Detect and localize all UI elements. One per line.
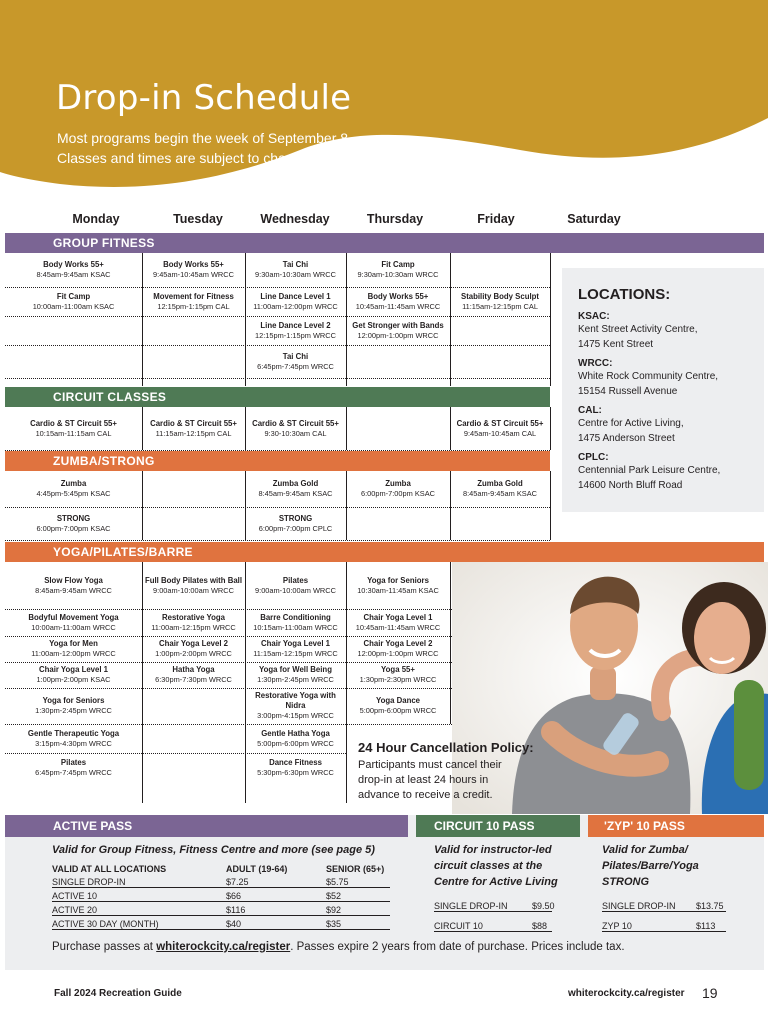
class-name: Gentle Hatha Yoga <box>261 728 330 738</box>
location-line: 1475 Anderson Street <box>578 433 675 444</box>
description-line: Valid for Zumba/ <box>602 844 688 856</box>
class-name: Zumba <box>60 479 87 488</box>
class-cell <box>245 471 346 507</box>
table-cell: $5.75 <box>326 877 349 887</box>
location-line: Centre for Active Living, <box>578 418 684 429</box>
table-cell: ACTIVE 30 DAY (MONTH) <box>52 919 159 929</box>
class-time: 12:00pm-1:00pm WRCC <box>357 649 439 658</box>
circuit-pass-header: CIRCUIT 10 PASS <box>416 815 580 837</box>
location-cal <box>578 405 750 446</box>
class-cell <box>142 753 245 782</box>
class-name: Line Dance Level 1 <box>260 291 331 301</box>
table-cell: $7.25 <box>226 877 249 887</box>
class-name: Fit Camp <box>381 260 415 269</box>
column-divider <box>550 253 551 386</box>
table-row <box>52 902 390 916</box>
class-cell <box>346 316 450 345</box>
class-cell <box>5 724 142 753</box>
class-name: Chair Yoga Level 1 <box>363 612 433 622</box>
class-cell <box>5 662 142 688</box>
class-time: 3:15pm-4:30pm WRCC <box>35 738 112 748</box>
class-time: 1:00pm-2:00pm KSAC <box>36 675 111 684</box>
class-cell <box>346 636 450 662</box>
table-cell: $113 <box>696 921 716 931</box>
class-name: Barre Conditioning <box>260 612 331 622</box>
class-time: 11:15am-12:15pm WRCC <box>253 649 338 658</box>
class-name: Fit Camp <box>56 291 91 301</box>
table-header-cell: VALID AT ALL LOCATIONS <box>52 864 167 874</box>
cancellation-heading: 24 Hour Cancellation Policy: <box>358 740 534 755</box>
table-cell: ACTIVE 10 <box>52 891 98 901</box>
class-time: 6:00pm-7:00pm CPLC <box>258 523 333 533</box>
class-time: 6:00pm-7:00pm KSAC <box>36 523 111 533</box>
section-yoga-pilates-barre: YOGA/PILATES/BARRE <box>5 542 764 562</box>
description-line: Pilates/Barre/Yoga <box>602 860 699 872</box>
location-code: CPLC: <box>578 452 609 463</box>
class-cell <box>245 724 346 753</box>
class-name: Dance Fitness <box>269 757 322 767</box>
zyp-pass-table <box>602 898 726 932</box>
class-cell <box>5 253 142 287</box>
column-divider <box>245 471 246 540</box>
class-cell <box>450 287 550 316</box>
column-divider <box>346 471 347 540</box>
class-time: 6:45pm-7:45pm WRCC <box>257 361 334 371</box>
table-row <box>52 874 390 888</box>
description-line: Valid for instructor-led <box>434 844 552 856</box>
column-divider <box>346 562 347 803</box>
class-time: 5:00pm-6:00pm WRCC <box>257 738 334 748</box>
column-divider <box>550 471 551 540</box>
footer-guide-title: Fall 2024 Recreation Guide <box>54 988 182 999</box>
table-cell: SINGLE DROP-IN <box>434 901 508 911</box>
table-cell: SINGLE DROP-IN <box>52 877 126 887</box>
class-time: 10:00am-11:00am KSAC <box>32 301 115 311</box>
day-monday: Monday <box>72 212 120 226</box>
class-cell <box>245 562 346 609</box>
class-time: 11:00am-12:00pm WRCC <box>31 649 116 658</box>
class-cell <box>5 287 142 316</box>
class-time: 12:15pm-1:15pm WRCC <box>255 330 336 340</box>
class-cell <box>245 253 346 287</box>
class-cell <box>5 471 142 507</box>
class-cell <box>450 253 550 287</box>
location-line: 1475 Kent Street <box>578 339 654 350</box>
class-name: Line Dance Level 2 <box>260 320 331 330</box>
description-line: circuit classes at the <box>434 860 543 872</box>
class-name: Cardio & ST Circuit 55+ <box>456 418 544 428</box>
class-cell <box>346 471 450 507</box>
row-divider <box>5 450 550 451</box>
locations-box <box>562 268 764 512</box>
table-cell: $88 <box>532 921 548 931</box>
class-time: 11:15am-12:15pm CAL <box>155 428 232 438</box>
class-name: Cardio & ST Circuit 55+ <box>30 418 117 428</box>
circuit-pass-table <box>434 898 555 932</box>
class-cell <box>142 471 245 507</box>
table-header-cell: SENIOR (65+) <box>326 864 385 874</box>
class-time: 6:00pm-7:00pm KSAC <box>361 489 435 498</box>
table-cell: $52 <box>326 891 342 901</box>
column-divider <box>450 471 451 540</box>
class-time: 8:45am-9:45am KSAC <box>463 489 537 498</box>
subtitle-line: Most programs begin the week of September 8. <box>57 130 352 146</box>
class-time: 8:45am-9:45am KSAC <box>36 270 111 279</box>
class-time: 5:30pm-6:30pm WRCC <box>257 767 334 777</box>
subtitle-line: Classes and times are subject to change. <box>57 150 314 166</box>
class-cell <box>245 345 346 378</box>
table-cell: ZYP 10 <box>602 921 632 931</box>
class-time: 4:45pm-5:45pm KSAC <box>36 489 111 498</box>
class-cell <box>5 753 142 782</box>
section-zumba-strong: ZUMBA/STRONG <box>5 451 550 471</box>
location-code: KSAC: <box>578 311 610 322</box>
table-cell: $66 <box>226 891 242 901</box>
table-cell: $35 <box>326 919 342 929</box>
class-cell <box>346 662 450 688</box>
class-cell <box>5 507 142 540</box>
class-cell <box>450 471 550 507</box>
location-cplc <box>578 452 750 493</box>
column-divider <box>142 407 143 450</box>
class-cell <box>245 636 346 662</box>
day-thursday: Thursday <box>366 212 424 226</box>
class-cell <box>346 253 450 287</box>
class-name: Hatha Yoga <box>172 665 215 674</box>
column-divider <box>142 471 143 540</box>
cancellation-text: advance to receive a credit. <box>358 789 493 801</box>
column-divider <box>550 407 551 450</box>
row-divider <box>5 378 550 379</box>
class-time: 9:30am-10:30am WRCC <box>357 270 439 279</box>
table-cell: $116 <box>226 905 246 915</box>
class-name: Stability Body Sculpt <box>461 291 539 301</box>
register-link[interactable]: whiterockcity.ca/register <box>156 941 291 953</box>
class-cell <box>245 287 346 316</box>
location-wrcc <box>578 358 750 399</box>
class-time: 8:45am-9:45am WRCC <box>35 585 112 595</box>
class-cell <box>142 316 245 345</box>
class-cell <box>450 316 550 345</box>
class-name: Yoga Dance <box>375 696 421 705</box>
class-time: 1:30pm-2:45pm WRCC <box>35 706 112 715</box>
class-cell <box>346 609 450 636</box>
class-time: 10:30am-11:45am KSAC <box>357 585 439 595</box>
purchase-note <box>52 941 625 953</box>
table-row <box>434 918 552 932</box>
table-cell: $92 <box>326 905 342 915</box>
class-cell <box>5 407 142 450</box>
location-line: 14600 North Bluff Road <box>578 480 683 491</box>
table-cell: $9.50 <box>532 901 555 911</box>
class-cell <box>142 636 245 662</box>
purchase-text: Purchase passes at <box>52 941 157 953</box>
class-name: Zumba Gold <box>477 479 523 488</box>
column-divider <box>450 253 451 386</box>
class-name: STRONG <box>278 513 313 523</box>
class-cell <box>245 407 346 450</box>
class-name: Chair Yoga Level 2 <box>158 639 229 648</box>
class-name: Body Works 55+ <box>163 260 224 269</box>
class-name: Get Stronger with Bands <box>352 320 444 330</box>
class-time: 5:00pm-6:00pm WRCC <box>359 706 437 715</box>
class-name: Pilates <box>282 575 309 585</box>
class-time: 12:15pm-1:15pm CAL <box>157 301 230 311</box>
class-time: 10:00am-11:00am WRCC <box>31 622 116 632</box>
row-divider <box>5 540 550 541</box>
class-cell <box>5 316 142 345</box>
table-cell: CIRCUIT 10 <box>434 921 483 931</box>
zyp-pass-header: 'ZYP' 10 PASS <box>588 815 764 837</box>
section-group-fitness: GROUP FITNESS <box>5 233 764 253</box>
class-cell <box>5 609 142 636</box>
class-name: Gentle Therapeutic Yoga <box>27 728 120 738</box>
class-time: 3:00pm-4:15pm WRCC <box>257 711 334 720</box>
purchase-text: . Passes expire 2 years from date of purchase. Prices include tax. <box>290 941 625 953</box>
active-pass-table-header <box>52 860 390 874</box>
class-name: Yoga for Seniors <box>367 575 429 585</box>
class-name: Pilates <box>60 757 87 767</box>
class-name: Yoga for Seniors <box>42 696 105 705</box>
class-cell <box>5 562 142 609</box>
class-name: Yoga for Men <box>49 639 98 648</box>
class-name: Restorative Yoga with Nidra <box>255 691 336 710</box>
class-name: Cardio & ST Circuit 55+ <box>150 418 237 428</box>
class-cell <box>142 562 245 609</box>
class-cell <box>346 345 450 378</box>
class-time: 9:30-10:30am CAL <box>264 428 327 438</box>
table-cell: SINGLE DROP-IN <box>602 901 676 911</box>
class-cell <box>346 407 450 450</box>
footer-url[interactable]: whiterockcity.ca/register <box>568 988 685 999</box>
class-name: Slow Flow Yoga <box>44 575 103 585</box>
class-cell <box>142 662 245 688</box>
table-row <box>602 898 726 912</box>
table-row <box>602 918 726 932</box>
class-cell <box>245 507 346 540</box>
class-name: Zumba <box>385 479 411 488</box>
class-name: Chair Yoga Level 1 <box>260 639 331 648</box>
class-time: 6:45pm-7:45pm WRCC <box>35 767 112 777</box>
class-cell <box>142 688 245 724</box>
location-line: Kent Street Activity Centre, <box>578 324 698 335</box>
class-name: Yoga for Well Being <box>259 665 332 674</box>
class-cell <box>245 609 346 636</box>
class-cell <box>346 688 450 724</box>
class-cell <box>245 688 346 724</box>
location-code: CAL: <box>578 405 602 416</box>
day-tuesday: Tuesday <box>173 212 223 226</box>
table-cell: $13.75 <box>696 901 724 911</box>
cancellation-policy <box>358 740 558 803</box>
class-time: 12:00pm-1:00pm WRCC <box>357 330 439 340</box>
class-time: 8:45am-9:45am KSAC <box>258 489 333 498</box>
class-time: 10:45am-11:45am WRCC <box>355 622 441 632</box>
column-divider <box>450 407 451 450</box>
table-row <box>434 898 555 912</box>
column-divider <box>346 407 347 450</box>
description-line: Centre for Active Living <box>434 876 558 888</box>
class-time: 11:00am-12:15pm WRCC <box>151 622 236 632</box>
class-cell <box>142 507 245 540</box>
class-time: 1:00pm-2:00pm WRCC <box>155 649 232 658</box>
class-cell <box>245 662 346 688</box>
class-time: 10:15am-11:00am WRCC <box>253 622 338 632</box>
class-name: Tai Chi <box>282 260 309 269</box>
column-divider <box>245 253 246 386</box>
class-name: Movement for Fitness <box>153 291 234 301</box>
description-line: STRONG <box>602 876 650 888</box>
location-line: Centennial Park Leisure Centre, <box>578 465 721 476</box>
class-time: 9:00am-10:00am WRCC <box>153 585 234 595</box>
class-cell <box>346 507 450 540</box>
column-divider <box>450 562 451 724</box>
column-divider <box>245 562 246 803</box>
class-cell <box>245 316 346 345</box>
class-time: 9:45am-10:45am CAL <box>463 428 537 438</box>
class-time: 10:45am-11:45am WRCC <box>355 301 441 311</box>
day-wednesday: Wednesday <box>260 212 330 226</box>
section-circuit-classes: CIRCUIT CLASSES <box>5 387 550 407</box>
header-banner <box>0 0 768 200</box>
class-name: Cardio & ST Circuit 55+ <box>252 418 339 428</box>
class-cell <box>142 287 245 316</box>
location-line: 15154 Russell Avenue <box>578 386 678 397</box>
class-cell <box>142 253 245 287</box>
active-pass-header: ACTIVE PASS <box>5 815 408 837</box>
class-name: Zumba Gold <box>272 479 319 488</box>
class-cell <box>142 407 245 450</box>
location-line: White Rock Community Centre, <box>578 371 719 382</box>
class-cell <box>142 609 245 636</box>
class-cell <box>450 507 550 540</box>
table-cell: ACTIVE 20 <box>52 905 98 915</box>
class-name: Body Works 55+ <box>43 260 104 269</box>
class-time: 11:15am-12:15pm CAL <box>462 301 538 311</box>
class-cell <box>5 345 142 378</box>
class-cell <box>142 724 245 753</box>
class-time: 1:30pm-2:45pm WRCC <box>257 675 334 684</box>
class-name: Yoga 55+ <box>381 665 415 674</box>
class-cell <box>5 688 142 724</box>
active-pass-description: Valid for Group Fitness, Fitness Centre and more (see page 5) <box>52 844 375 856</box>
column-divider <box>142 253 143 386</box>
page-number: 19 <box>702 985 718 1001</box>
class-cell <box>346 287 450 316</box>
class-cell <box>450 407 550 450</box>
table-row <box>52 916 390 930</box>
class-cell <box>142 345 245 378</box>
class-cell <box>5 636 142 662</box>
class-name: Restorative Yoga <box>162 612 225 622</box>
table-row <box>52 888 390 902</box>
locations-title: LOCATIONS: <box>578 286 671 303</box>
location-code: WRCC: <box>578 358 613 369</box>
cancellation-text: Participants must cancel their <box>358 759 502 771</box>
class-name: Tai Chi <box>282 351 309 361</box>
cancellation-text: drop-in at least 24 hours in <box>358 774 489 786</box>
page-title: Drop-in Schedule <box>56 78 352 118</box>
class-time: 9:00am-10:00am WRCC <box>255 585 336 595</box>
class-cell <box>450 345 550 378</box>
table-cell: $40 <box>226 919 242 929</box>
class-name: Full Body Pilates with Ball <box>144 575 243 585</box>
class-name: STRONG <box>56 513 91 523</box>
class-time: 11:00am-12:00pm WRCC <box>253 301 338 311</box>
class-name: Body Works 55+ <box>367 291 429 301</box>
class-cell <box>245 753 346 782</box>
table-header-cell: ADULT (19-64) <box>226 864 288 874</box>
class-time: 9:45am-10:45am WRCC <box>153 270 234 279</box>
circuit-pass-description <box>434 842 584 890</box>
class-name: Bodyful Movement Yoga <box>28 612 119 622</box>
day-saturday: Saturday <box>567 212 621 226</box>
class-name: Chair Yoga Level 2 <box>363 639 433 648</box>
day-friday: Friday <box>477 212 515 226</box>
location-ksac <box>578 311 750 352</box>
zyp-pass-description <box>602 842 752 890</box>
class-time: 6:30pm-7:30pm WRCC <box>155 675 232 684</box>
column-divider <box>142 562 143 803</box>
class-name: Chair Yoga Level 1 <box>38 665 109 674</box>
class-time: 10:15am-11:15am CAL <box>35 428 112 438</box>
class-time: 9:30am-10:30am WRCC <box>255 270 336 279</box>
class-time: 1:30pm-2:30pm WRCC <box>359 675 437 684</box>
active-pass-table <box>52 860 390 930</box>
column-divider <box>346 253 347 386</box>
column-divider <box>245 407 246 450</box>
page-subtitle <box>57 128 477 168</box>
class-cell <box>346 562 450 609</box>
